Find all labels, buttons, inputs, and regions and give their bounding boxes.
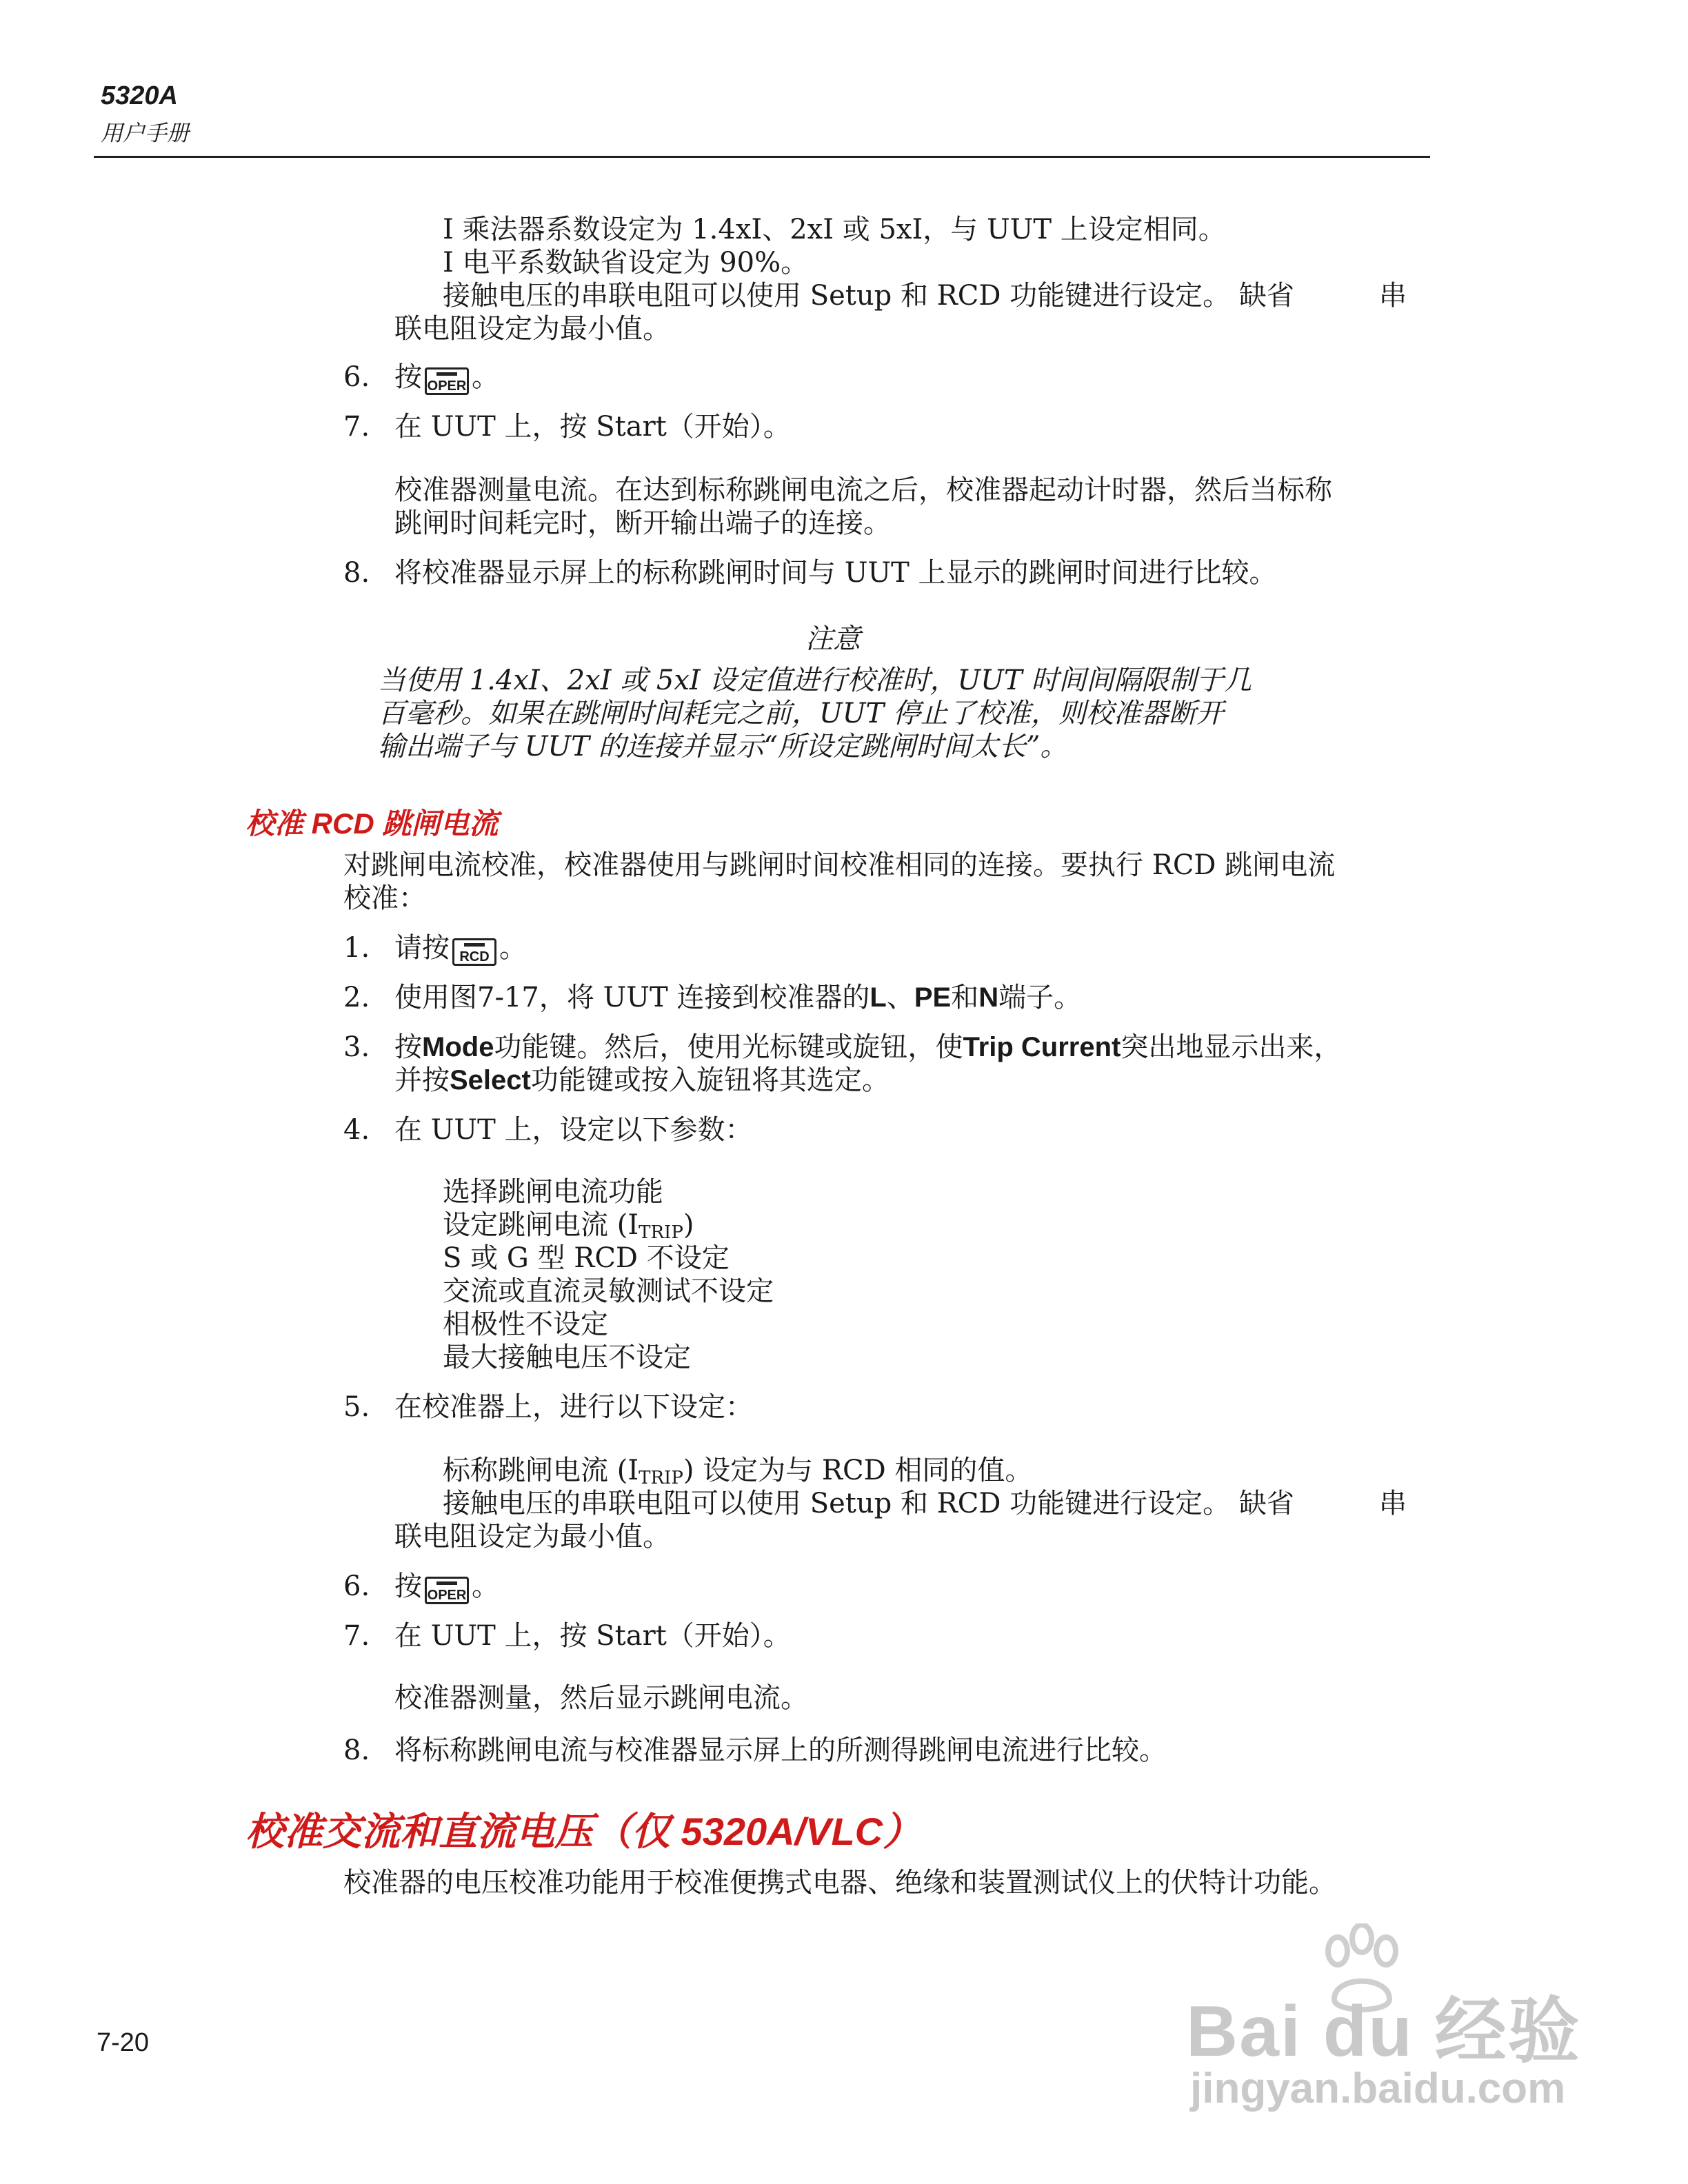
setting-1-a: 标称跳闸电流 (I [443, 1455, 639, 1486]
mode-key-label: Mode [422, 1032, 494, 1062]
param-1: 选择跳闸电流功能 [443, 1176, 663, 1208]
rcd-intro-1: 对跳闸电流校准，校准器使用与跳闸时间校准相同的连接。要执行 RCD 跳闸电流 [343, 849, 1336, 881]
rcd-step-2-and: 和 [951, 982, 979, 1013]
rcd-step-7-desc: 校准器测量，然后显示跳闸电流。 [394, 1682, 808, 1714]
step-7-desc-2: 跳闸时间耗完时，断开输出端子的连接。 [394, 507, 891, 539]
intro-line-4: 联电阻设定为最小值。 [394, 313, 670, 345]
step-6-end: 。 [472, 361, 499, 393]
setting-3: 联电阻设定为最小值。 [394, 1521, 670, 1553]
terminal-pe: PE [914, 982, 952, 1013]
terminal-n: N [978, 982, 999, 1013]
oper-key-icon: OPER [425, 1577, 469, 1604]
note-line-2: 百毫秒。如果在跳闸时间耗完之前，UUT 停止了校准，则校准器断开 [378, 698, 1224, 729]
step-number: 4. [343, 1114, 370, 1146]
header-model: 5320A [101, 81, 178, 110]
rcd-step-2 [394, 980, 1081, 1015]
step-number: 7. [343, 1620, 370, 1652]
intro-line-3-end: 串 [1379, 280, 1407, 312]
step-number: 6. [343, 361, 370, 393]
intro-line-2: I 电平系数缺省设定为 90%。 [443, 247, 809, 279]
step-number: 8. [343, 557, 370, 589]
rcd-step-2-a: 使用图7-17，将 UUT 连接到校准器的 [394, 982, 870, 1013]
rcd-step-3-line-1 [394, 1030, 1341, 1064]
step-7-desc-1: 校准器测量电流。在达到标称跳闸电流之后，校准器起动计时器，然后当标称 [394, 474, 1332, 506]
rcd-key-icon: RCD [452, 938, 496, 966]
intro-line-3: 接触电压的串联电阻可以使用 Setup 和 RCD 功能键进行设定。 缺省 [443, 280, 1294, 312]
rcd-intro-2: 校准： [343, 882, 426, 914]
step-7-text: 在 UUT 上，按 Start（开始）。 [394, 411, 791, 443]
note-line-3: 输出端子与 UUT 的连接并显示“所设定跳闸时间太长”。 [378, 731, 1068, 762]
step-number: 1. [343, 932, 370, 964]
watermark-url: jingyan.baidu.com [1190, 2065, 1566, 2112]
intro-line-1: I 乘法器系数设定为 1.4xI、2xI 或 5xI，与 UUT 上设定相同。 [443, 214, 1226, 245]
setting-1-sub: TRIP [639, 1468, 683, 1488]
param-3: S 或 G 型 RCD 不设定 [443, 1242, 730, 1274]
rcd-step-1-end: 。 [499, 932, 527, 964]
step-number: 7. [343, 411, 370, 443]
rcd-step-4: 在 UUT 上，设定以下参数： [394, 1114, 753, 1146]
rcd-step-2-end: 端子。 [998, 982, 1082, 1013]
rcd-step-6-end: 。 [472, 1570, 499, 1602]
rcd-step-3-a: 按 [394, 1031, 422, 1063]
param-4: 交流或直流灵敏测试不设定 [443, 1275, 774, 1307]
param-2-a: 设定跳闸电流 (I [443, 1209, 639, 1241]
step-number: 6. [343, 1570, 370, 1602]
section-heading-voltage: 校准交流和直流电压（仅 5320A/VLC） [245, 1810, 922, 1853]
trip-current-label: Trip Current [963, 1032, 1121, 1062]
param-5: 相极性不设定 [443, 1308, 608, 1340]
param-2-sub: TRIP [639, 1222, 683, 1243]
header-subtitle: 用户手册 [101, 120, 190, 146]
note-line-1: 当使用 1.4xI、2xI 或 5xI 设定值进行校准时，UUT 时间间隔限制于几 [378, 665, 1252, 696]
rcd-step-3-line-2 [394, 1063, 890, 1098]
step-6-text [394, 360, 499, 395]
voltage-text: 校准器的电压校准功能用于校准便携式电器、绝缘和装置测试仪上的伏特计功能。 [343, 1867, 1336, 1899]
step-number: 3. [343, 1031, 370, 1063]
setting-2-end: 串 [1379, 1488, 1407, 1519]
rcd-step-2-sep: 、 [886, 982, 914, 1013]
rcd-step-1 [394, 931, 527, 966]
rcd-step-8: 将标称跳闸电流与校准器显示屏上的所测得跳闸电流进行比较。 [394, 1735, 1167, 1766]
header-rule [94, 156, 1430, 158]
page-number: 7-20 [97, 2028, 150, 2057]
setting-2: 接触电压的串联电阻可以使用 Setup 和 RCD 功能键进行设定。 缺省 [443, 1488, 1294, 1519]
step-number: 2. [343, 982, 370, 1013]
rcd-step-7: 在 UUT 上，按 Start（开始）。 [394, 1620, 791, 1652]
param-6: 最大接触电压不设定 [443, 1342, 691, 1373]
setting-1-b: ) 设定为与 RCD 相同的值。 [683, 1455, 1033, 1486]
param-2-b: ) [683, 1209, 694, 1241]
rcd-step-3-e: 功能键或按入旋钮将其选定。 [530, 1064, 890, 1096]
rcd-step-3-c: 突出地显示出来， [1121, 1031, 1342, 1063]
oper-key-icon: OPER [425, 367, 469, 395]
rcd-step-6-label: 按 [394, 1570, 422, 1602]
note-title: 注意 [805, 623, 861, 655]
step-number: 8. [343, 1735, 370, 1766]
rcd-step-5: 在校准器上，进行以下设定： [394, 1391, 753, 1423]
step-number: 5. [343, 1391, 370, 1423]
rcd-step-1-label: 请按 [394, 932, 450, 964]
select-key-label: Select [450, 1065, 531, 1095]
rcd-step-6 [394, 1569, 499, 1604]
step-8-text: 将校准器显示屏上的标称跳闸时间与 UUT 上显示的跳闸时间进行比较。 [394, 557, 1277, 589]
watermark-brand: Bai du 经验 [1186, 1992, 1581, 2072]
rcd-step-3-d: 并按 [394, 1064, 450, 1096]
step-6-label: 按 [394, 361, 422, 393]
section-heading-rcd: 校准 RCD 跳闸电流 [245, 807, 499, 840]
terminal-l: L [870, 982, 887, 1013]
rcd-step-3-b: 功能键。然后，使用光标键或旋钮，使 [494, 1031, 963, 1063]
